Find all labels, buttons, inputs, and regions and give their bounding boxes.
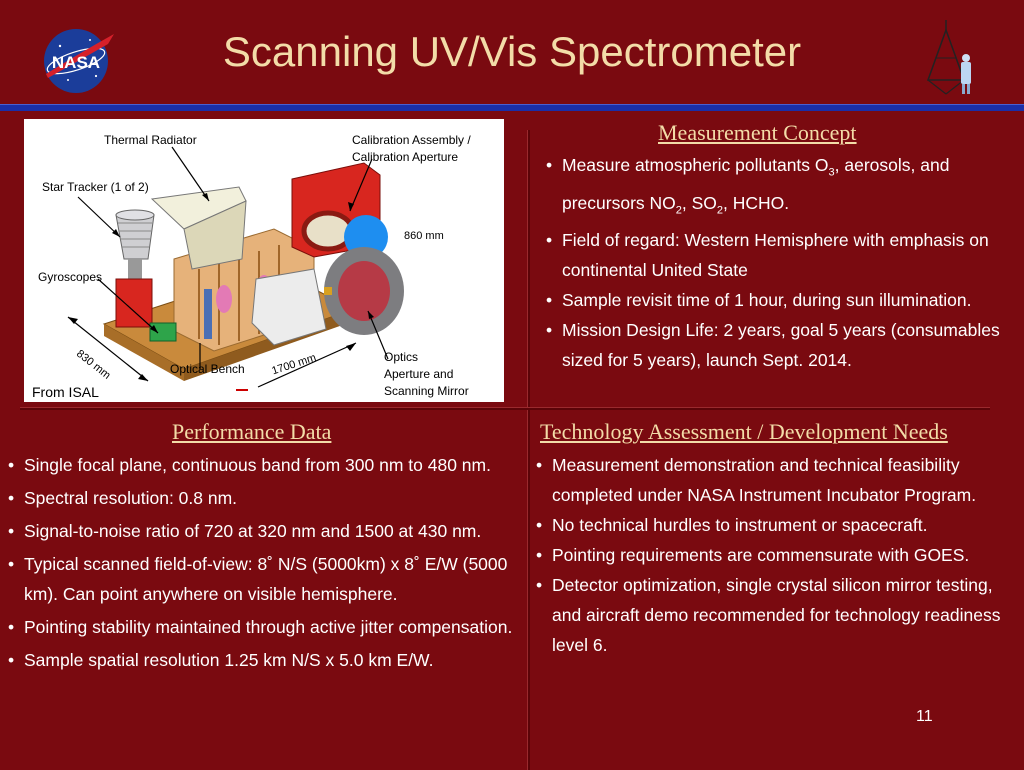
list-item: • Spectral resolution: 0.8 nm.: [8, 483, 520, 513]
label-thermal-radiator: Thermal Radiator: [104, 133, 197, 147]
horizontal-divider: [20, 407, 990, 410]
measurement-concept-heading: Measurement Concept: [658, 120, 857, 145]
page-number: 11: [916, 708, 933, 725]
technology-assessment-heading: Technology Assessment / Development Needs: [540, 419, 948, 444]
performance-data-list: [8, 450, 520, 675]
label-source: From ISAL: [32, 384, 99, 400]
page-title: Scanning UV/Vis Spectrometer: [222, 28, 802, 75]
label-calibration-aperture: Calibration Aperture: [352, 150, 459, 164]
list-item: • No technical hurdles to instrument or spacecraft.: [536, 510, 1012, 540]
performance-data-heading: Performance Data: [172, 419, 332, 444]
list-item: • Field of regard: Western Hemisphere with emphasis on continental United State: [546, 225, 1008, 285]
list-item: • Typical scanned field-of-view: 8˚ N/S (5000km) x 8˚ E/W (5000 km). Can point anywhere on visible hemisphere.: [8, 549, 520, 609]
list-item: • Single focal plane, continuous band from 300 nm to 480 nm.: [8, 450, 520, 480]
vertical-divider: [527, 130, 530, 770]
list-item: • Mission Design Life: 2 years, goal 5 years (consumables sized for 5 years), launch Sept. 2014.: [546, 315, 1008, 375]
nasa-logo-text: NASA: [51, 53, 101, 72]
label-scanning-mirror: Scanning Mirror: [384, 384, 469, 398]
label-dim-830: 830 mm: [73, 347, 113, 382]
measurement-concept-list: [546, 150, 1008, 375]
list-item: • Pointing stability maintained through active jitter compensation.: [8, 612, 520, 642]
list-item: • Detector optimization, single crystal silicon mirror testing, and aircraft demo recommended for technology readiness level 6.: [536, 570, 1012, 660]
label-star-tracker: Star Tracker (1 of 2): [42, 180, 149, 194]
label-optical-bench: Optical Bench: [170, 362, 245, 376]
technology-assessment-list: [536, 450, 1012, 660]
label-dim-860: 860 mm: [404, 230, 444, 242]
engineer-tower-icon: [916, 18, 982, 98]
list-item: • Sample revisit time of 1 hour, during sun illumination.: [546, 285, 1008, 315]
label-dim-1700: 1700 mm: [270, 351, 318, 378]
label-optics: Optics: [384, 350, 419, 364]
list-item: • Sample spatial resolution 1.25 km N/S x 5.0 km E/W.: [8, 645, 520, 675]
list-item: • Measurement demonstration and technical feasibility completed under NASA Instrument Incubator Program.: [536, 450, 1012, 510]
list-item: • Measure atmospheric pollutants $O_3$, aerosols, and precursors $NO_2$, $SO_2$, HCHO.: [546, 150, 1008, 225]
label-calibration-assembly: Calibration Assembly /: [352, 133, 471, 147]
header-divider: [0, 104, 1024, 111]
list-item: • Signal-to-noise ratio of 720 at 320 nm and 1500 at 430 nm.: [8, 516, 520, 546]
instrument-diagram: [24, 119, 504, 402]
list-item: • Pointing requirements are commensurate with GOES.: [536, 540, 1012, 570]
label-optics-aperture: Aperture and: [384, 367, 454, 381]
label-gyroscopes: Gyroscopes: [38, 270, 103, 284]
